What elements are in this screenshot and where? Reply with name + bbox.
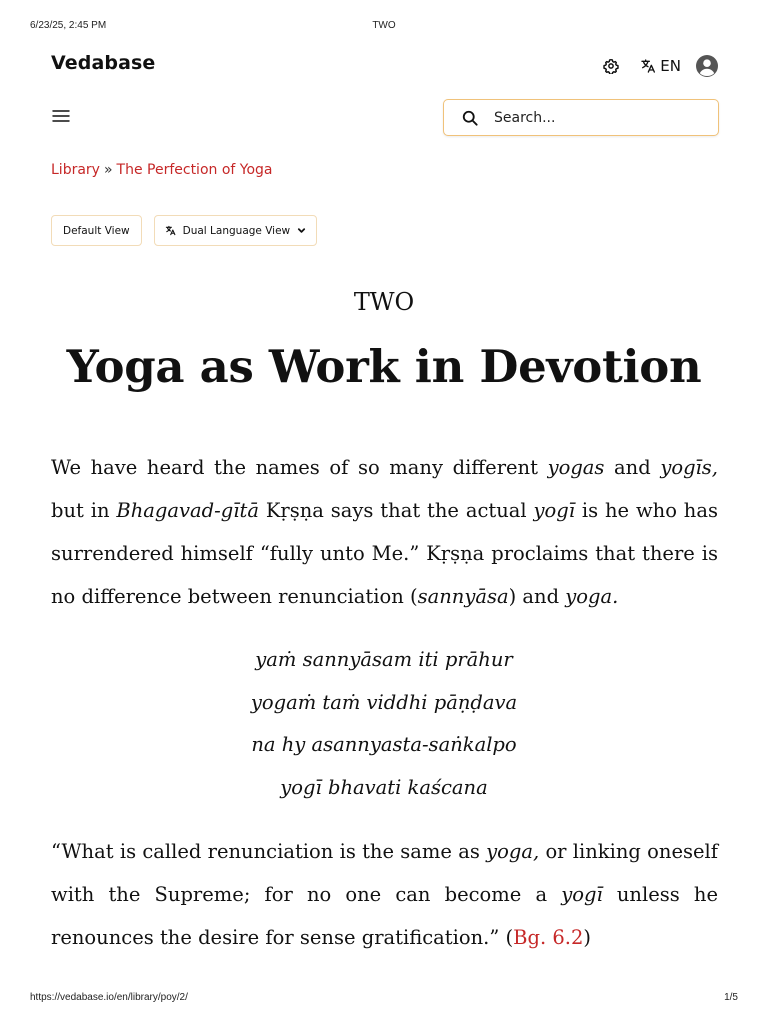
translate-icon — [165, 225, 176, 236]
body-paragraph: We have heard the names of so many different yogas and yogīs, but in Bhagavad-gītā Kṛṣṇa says that the actual yogī is he who has surrendered himself “fully unto Me.” Kṛṣṇa proclaims that there is no difference between renunciation (sannyāsa) and yoga. — [51, 456, 719, 608]
print-footer — [0, 992, 768, 1006]
verse-line: yogī bhavati kaścana — [280, 775, 488, 799]
print-title: TWO — [372, 20, 396, 31]
default-view-button[interactable] — [51, 215, 142, 246]
search-input[interactable] — [494, 110, 694, 126]
language-label: EN — [660, 57, 681, 75]
breadcrumb-separator: » — [103, 162, 113, 178]
chevron-down-icon — [297, 226, 306, 235]
header-actions — [600, 52, 719, 80]
nav-row — [51, 98, 719, 138]
brand-logo[interactable]: Vedabase — [51, 52, 156, 74]
dual-language-view-dropdown[interactable] — [154, 215, 318, 246]
sanskrit-verse — [0, 642, 768, 812]
print-url: https://vedabase.io/en/library/poy/2/ — [30, 992, 188, 1003]
translate-icon — [640, 58, 656, 74]
site-header — [51, 46, 719, 84]
search-icon — [460, 108, 480, 128]
print-header — [0, 18, 768, 34]
default-view-label: Default View — [63, 224, 130, 237]
print-datetime: 6/23/25, 2:45 PM — [30, 20, 107, 31]
chapter-number: TWO — [353, 288, 415, 316]
menu-button[interactable] — [51, 108, 73, 128]
verse-line: yaṁ sannyāsam iti prāhur — [255, 648, 513, 671]
user-account-button[interactable] — [695, 54, 719, 78]
gear-icon — [603, 58, 619, 74]
print-page-number: 1/5 — [724, 992, 738, 1003]
verse-line: na hy asannyasta-saṅkalpo — [251, 733, 517, 756]
verse-reference-link[interactable]: Bg. 6.2 — [513, 926, 584, 949]
hamburger-icon — [51, 108, 71, 124]
chapter-title: Yoga as Work in Devotion — [66, 340, 702, 393]
breadcrumb-library-link[interactable]: Library — [51, 162, 100, 178]
view-toggles — [51, 215, 317, 246]
settings-button[interactable] — [600, 55, 622, 77]
user-avatar-icon — [695, 54, 719, 78]
breadcrumb — [51, 162, 273, 178]
search-box[interactable] — [443, 99, 719, 136]
dual-view-label: Dual Language View — [182, 224, 291, 237]
translation-paragraph: “What is called renunciation is the same as yoga, or linking oneself with the Supreme; for no one can become a yogī unless he renounces the desire for sense gratification.” (Bg. 6.2) — [51, 840, 719, 949]
language-selector[interactable] — [640, 57, 681, 75]
breadcrumb-book-link[interactable]: The Perfection of Yoga — [116, 162, 273, 178]
verse-line: yogaṁ taṁ viddhi pāṇḍava — [250, 690, 518, 714]
